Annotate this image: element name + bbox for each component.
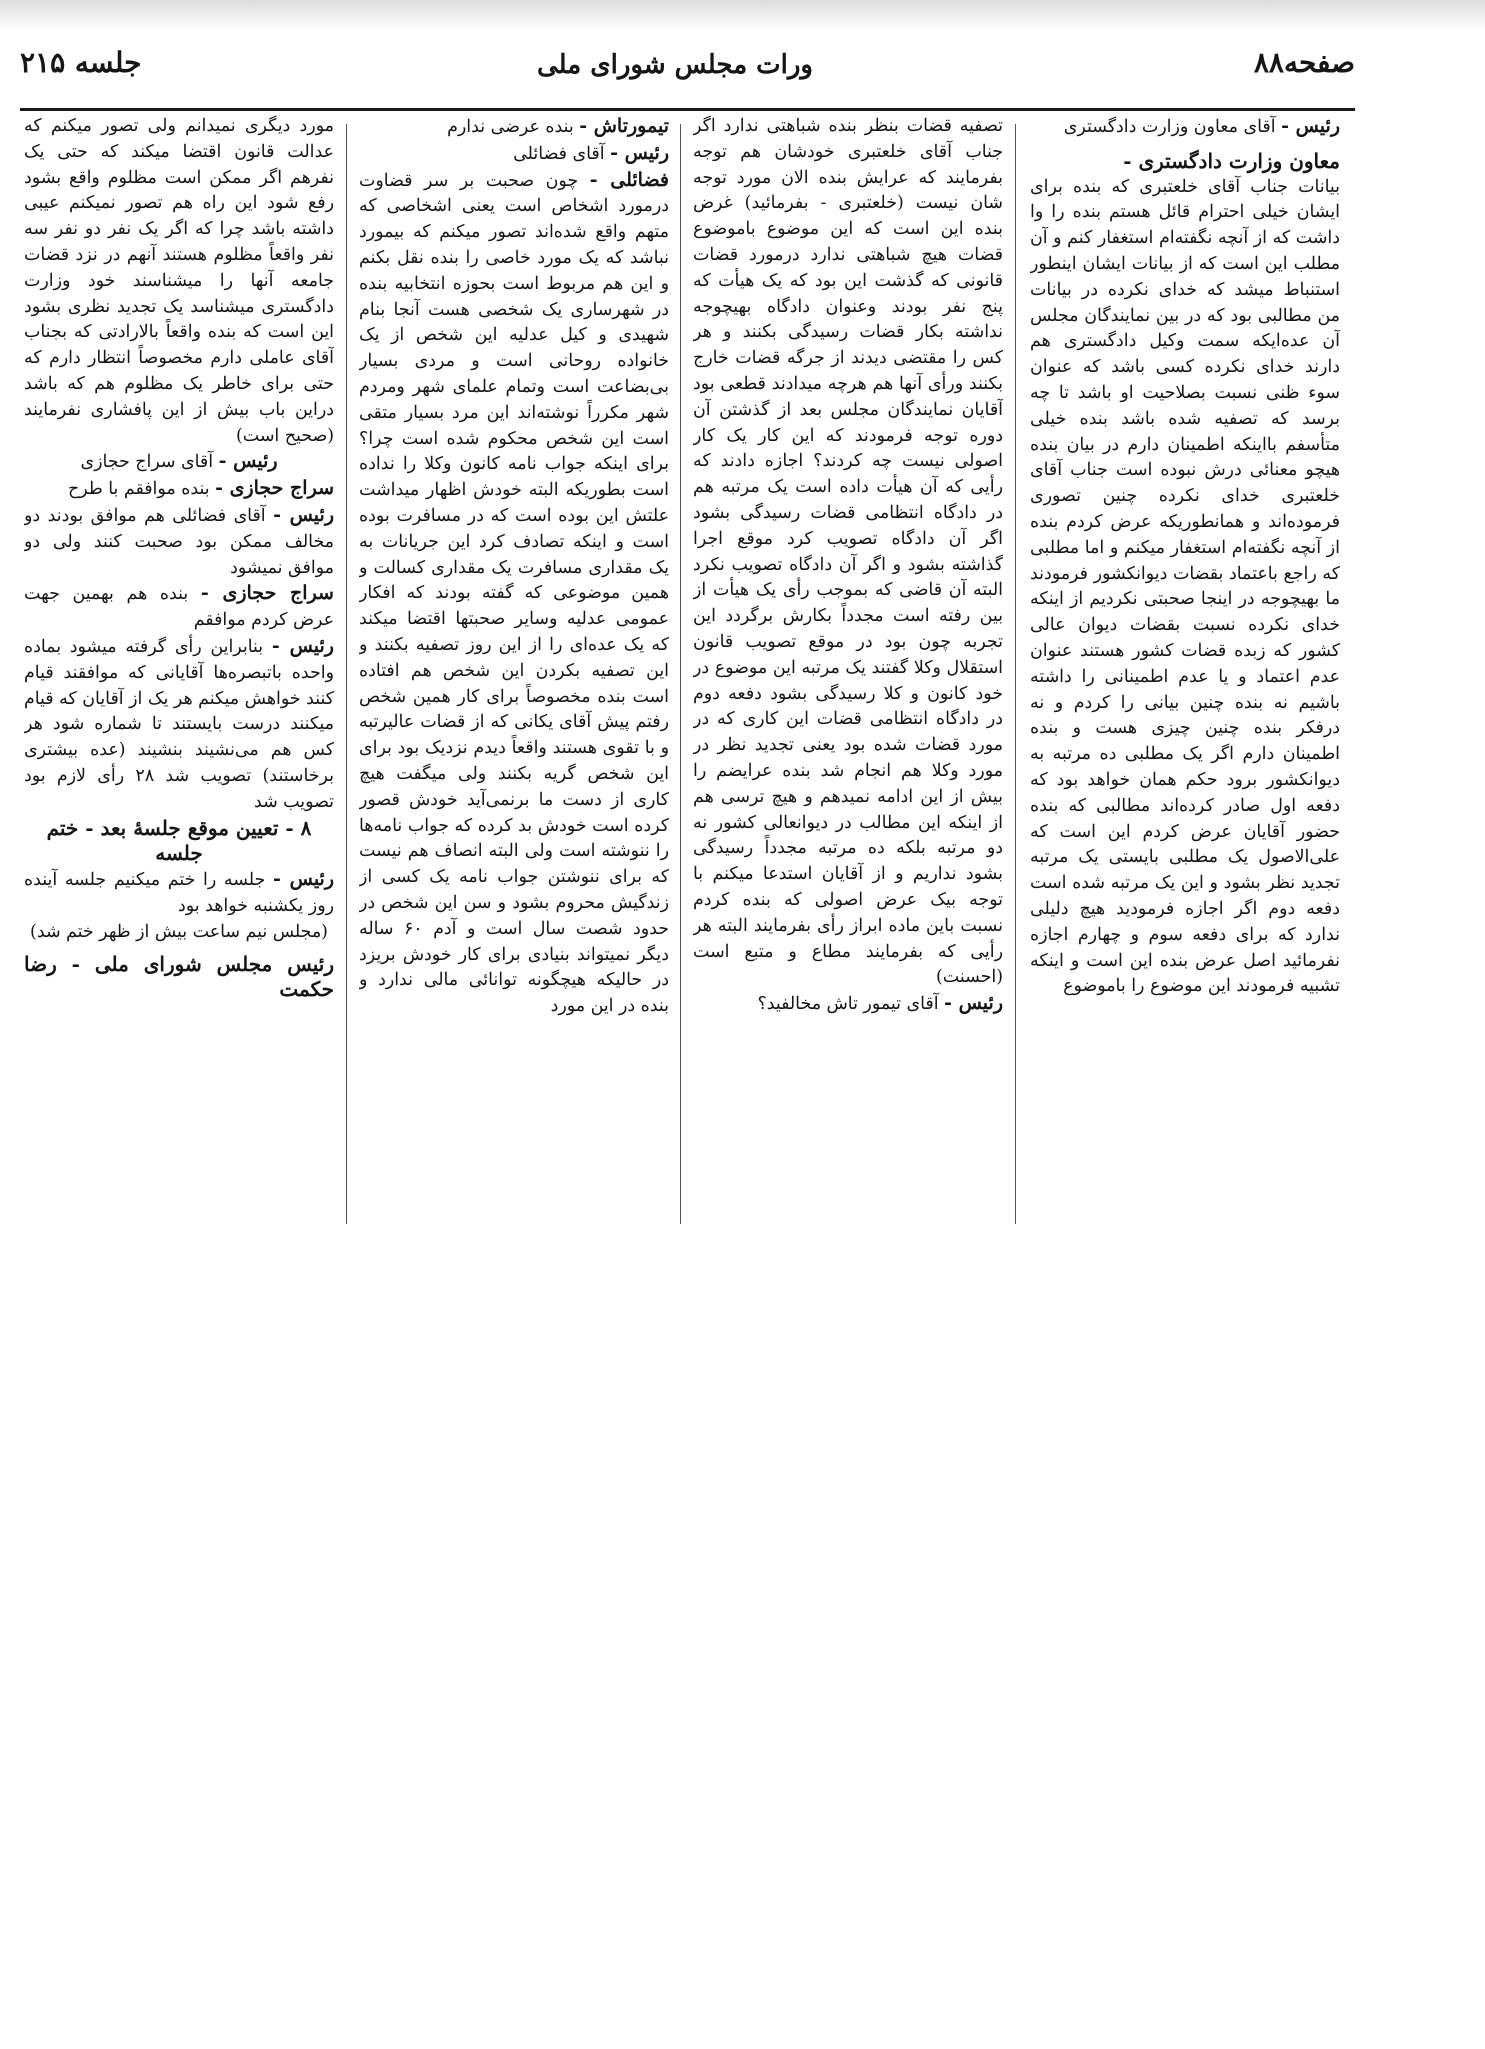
page-header: [20, 40, 1355, 100]
column-3: [359, 114, 669, 1254]
column-divider: [680, 124, 681, 1224]
column-1: [1030, 114, 1340, 1254]
page-number: صفحه۸۸: [1253, 46, 1355, 79]
paragraph: [24, 449, 334, 476]
speaker-label: سراج حجازی -: [200, 582, 334, 605]
column-4: [24, 114, 334, 1254]
scan-top-edge: [0, 0, 1485, 30]
speaker-label: تیمورتاش -: [579, 115, 669, 137]
signature-line: رئیس مجلس شورای ملی - رضا حکمت: [24, 951, 334, 1002]
paragraph-text: آقای فضائلی هم موافق بودند دو مخالف ممکن بود صحبت کنند ولی دو موافق نمیشود: [24, 505, 334, 578]
paragraph-text: تصفیه قضات بنظر بنده شباهتی ندارد اگر جناب آقای خلعتبری خودشان هم توجه بفرمایند که عرایش بنده الان مورد توجه شان نیست (خلعتبری - بفرمائید) غرض بنده این است که این موضوع باموضوع قضات هیچ شباهتی ندارد درمورد قضات قانونی که گذشت این بود که یک هیأت که پنج نفر بودند وعنوان دادگاه بهیچوجه نداشته بکار قضات رسیدگی بکنند و هر کس را مقتضی دیدند از جرگه قضات خارج بکنند ورأی آنها هم هرچه میدادند قطعی بود آقایان نمایندگان مجلس بعد از گذشتن آن دوره توجه فرمودند که این کار یک کار اصولی نیست چه کردند؟ اجازه دادند که رأیی که آن هیأت داده است یک مرتبه هم در دادگاه انتظامی قضات رسیدگی بشود اگر آن دادگاه تصویب کرد موقع اجرا گذاشته بشود و اگر آن دادگاه تصویب نکرد البته آن قاضی که بموجب رأی یک هیأت از بین رفته است مجدداً بکارش برگردد این تجربه چون بود در موقع تصویب قانون استقلال وکلا گفتند یک مرتبه این موضوع در خود کانون و کلا رسیدگی بشود دفعه دوم در دادگاه انتظامی قضات این کاری که در مورد قضات شده بود یعنی تجدید نظر در مورد وکلا هم انجام شد بنده عرایضم را بیش از این ادامه نمیدهم و هیچ ترسی هم از اینکه این مطالب در دیوانعالی کشور نه دو مرتبه بلکه ده مرتبه مجدداً رسیدگی بشود نداریم و از آقایان استدعا میکنم با توجه بیک عرض اصولی که بنده کردم نسبت باین ماده ابراز رأی بفرمایند البته هر رأیی که بفرمایند مطاع و متبع است (احسنت): [693, 116, 1003, 988]
paragraph: [24, 634, 334, 816]
paragraph: [24, 581, 334, 634]
paragraph-text: آقای سراج حجازی: [80, 452, 214, 473]
speaker-label: رئیس -: [610, 141, 669, 164]
section-heading: ۸ - تعیین موقع جلسهٔ بعد - ختم جلسه: [46, 815, 312, 866]
text-columns: [20, 114, 1355, 1264]
paragraph: [24, 503, 334, 581]
speaker-label: رئیس -: [1281, 115, 1340, 137]
speaker-label: رئیس -: [271, 634, 334, 657]
column-divider: [1015, 124, 1016, 1224]
paragraph-text: بنده عرضی ندارم: [447, 117, 574, 137]
speaker-label: رئیس -: [944, 992, 1003, 1015]
paragraph-text: بیانات جناب آقای خلعتبری که بنده برای ایشان خیلی احترام قائل هستم بنده را وا داشت که از آنچه نگفته‌ام استغفار کنم و آن مطلب این است که از بیانات ایشان اینطور استنباط میشد که خدای نکرده در بیانات من مطالبی بود که در بین نمایندگان مجلس آن عده‌ایکه سمت وکیل دادگستری هم دارند خدای نکرده کسی باشد که عنوان سوء ظنی نسبت بصلاحیت او باشد تا چه برسد که تصفیه شده باشد بنده خیلی متأسفم بااینکه اطمینان دارم در بیان بنده هیچو معنائی درش نبوده است جناب آقای خلعتبری خدای نکرده چنین تصوری فرموده‌اند و همانطوریکه عرض کردم بنده از آنچه نگفته‌ام استغفار میکنم و اما مطلبی که راجع باعتماد بقضات دیوانکشور فرمودند ما بهیچوجه در اینجا صحبتی نکردیم از اینکه خدای نکرده نسبت بقضات دیوان عالی کشور که زبده قضات کشور هستند عنوان عدم اعتماد و یا عدم اطمینانی را داشته باشیم نه بنده چنین بیانی را کردم و نه درفکر بنده چنین چیزی هست و بنده اطمینان دارم اگر یک مطلبی ده مرتبه به دیوانکشور برود حکم همان خواهد بود که دفعه اول صادر کرده‌اند مطالبی که بنده حضور آقایان عرض کردم این است که علی‌الاصول یک مطلبی بایستی یک مرتبه تجدید نظر بشود و این یک مرتبه شده است دفعه دوم اگر اجازه فرمودید هیچ دلیلی ندارد که برای دفعه سوم و چهارم اجازه نفرمائید اصل عرض بنده این است و اینکه تشبیه فرمودند این موضوع را باموضوع: [1030, 176, 1340, 997]
session-number: جلسه ۲۱۵: [20, 46, 142, 79]
paragraph: [24, 476, 334, 503]
paragraph-text: آقای تیمور تاش مخالفید؟: [757, 994, 939, 1015]
paragraph-text: آقای معاون وزارت دادگستری: [1063, 117, 1276, 137]
paragraph-text: بنده هم بهمین جهت عرض کردم موافقم: [24, 584, 334, 631]
speaker-label: رئیس -: [273, 503, 334, 526]
paragraph-text: بنده موافقم با طرح: [68, 479, 210, 500]
header-rule: [20, 108, 1355, 111]
paragraph: [1030, 114, 1340, 141]
paragraph: [693, 991, 1003, 1018]
session-end-note: (مجلس نیم ساعت بیش از ظهر ختم شد): [30, 921, 328, 942]
speaker-label: فضائلی -: [589, 168, 669, 191]
paragraph: [359, 141, 669, 168]
speaker-label: سراج حجازی -: [215, 477, 334, 500]
paragraph: [359, 114, 669, 141]
speaker-label: رئیس -: [218, 450, 278, 473]
paragraph-text: چون صحبت بر سر قضاوت درمورد اشخاص است یعنی اشخاصی که متهم واقع شده‌اند تصور میکنم که بیمورد نباشد که یک مورد خاصی را بنده نقل بکنم و این هم مربوط است بحوزه انتخابیه بنده در شهرساری یک شخصی هست آنجا بنام شهیدی و کیل عدلیه این شخص از یک خانواده روحانی است و مردی بسیار بی‌بضاعت است وتمام علمای شهر ومردم شهر مکرراً نوشته‌اند این مرد بسیار متقی است این شخص محکوم شده است چرا؟ برای اینکه جواب نامه کانون وکلا را نداده است بطوریکه البته خودش اظهار میداشت علتش این بوده است که در مسافرت بوده است و اینکه تصادف کرد این جریانات به یک مقداری مسافرت یک مقداری کسالت و همین موضوعی که گفته بودند که افکار عمومی عدلیه وسایر صحبتها اقتضا میکند که یک عده‌ای را از این روز تصفیه بکنند و این تصفیه بکردن این شخص هم افتاده است بنده مخصوصاً برای کار همین شخص رفتم پیش آقای یکانی که از قضات عالیرتبه و با تقوی هستند واقعاً دیدم نزدیک بود برای این شخص گریه بکنند ولی میگفت هیچ کاری از دست ما برنمی‌آید خودش قصور کرده است خودش بد کرده که جواب نامه‌ها را ننوشته است ولی البته انصاف هم نیست که برای ننوشتن جواب نامه یک کسی از زندگیش محروم بشود و سن این شخص در حدود شصت سال است و آدم ۶۰ ساله دیگر نمیتواند بنیادی برای کار خودش بریزد در حالیکه هیچگونه توانائی مالی ندارد و بنده در این مورد: [359, 170, 669, 1017]
column-divider: [346, 124, 347, 1224]
paragraph: [359, 168, 669, 1020]
paragraph: [24, 867, 334, 920]
section-heading: معاون وزارت دادگستری -: [1123, 148, 1340, 173]
paragraph-text: مورد دیگری نمیدانم ولی تصور میکنم که عدالت قانون اقتضا میکند که حتی یک نفرهم اگر ممکن است مظلوم واقع بشود رفع شود این راه هم تصور نمیکنم عیبی داشته باشد چرا که اگر یک نفر دو نفر سه نفر واقعاً مظلوم هستند آنهم در نزد قضات جامعه آنها را میشناسند خود وزارت دادگستری میشناسد یک تجدید نظری بشود این است که بنده واقعاً بالارادتی که بجناب آقای عاملی دارم مخصوصاً انتظار دارم که حتی برای خاطر یک مظلوم هم که باشد دراین باب بیش از این پافشاری نفرمایند (صحیح است): [24, 116, 334, 446]
paragraph-text: آقای فضائلی: [513, 143, 605, 164]
paragraph-text: بنابراین رأی گرفته میشود بماده واحده باتبصره‌ها آقایانی که موافقند قیام کنند خواهش میکنم هر یک از آقایان که قیام میکنند درست بایستند تا شماره شود هر کس هم می‌نشیند بنشیند (عده بیشتری برخاستند) تصویب شد ۲۸ رأی لازم بود تصویب شد: [24, 636, 334, 812]
journal-title: ورات مجلس شورای ملی: [537, 50, 813, 80]
column-2: [693, 114, 1003, 1254]
speaker-label: رئیس -: [272, 868, 334, 891]
paragraph-text: جلسه را ختم میکنیم جلسه آینده روز یکشنبه خواهد بود: [24, 870, 334, 916]
